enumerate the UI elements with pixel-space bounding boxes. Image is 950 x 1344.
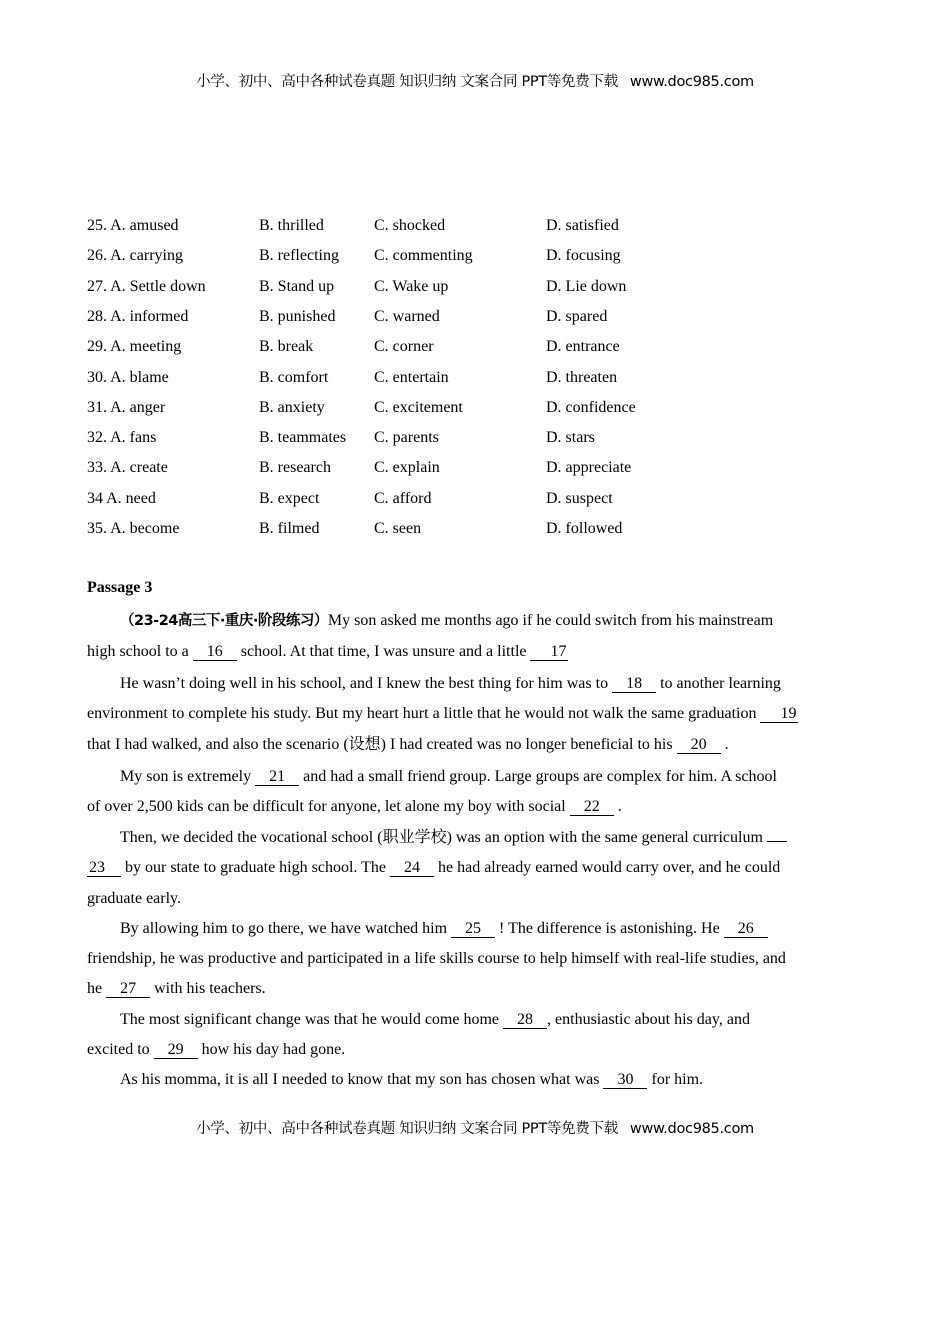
- blank-17: 17: [530, 644, 568, 661]
- passage-text: school. At that time, I was unsure and a little: [236, 643, 531, 660]
- option-d: D. satisfied: [546, 217, 619, 234]
- option-c: C. explain: [374, 459, 440, 477]
- passage-line: [87, 642, 568, 662]
- passage-title: Passage 3: [87, 579, 153, 596]
- option-a: 33. A. create: [87, 459, 168, 477]
- option-c: C. warned: [374, 307, 440, 325]
- passage-line: [120, 611, 773, 631]
- option-b: B. teammates: [259, 429, 347, 447]
- passage-text: by our state to graduate high school. The: [121, 859, 390, 876]
- passage-line: [87, 949, 786, 969]
- passage-text: My son asked me months ago if he could switch from his mainstream: [327, 612, 774, 629]
- blank-26: 26: [724, 921, 768, 938]
- passage-text: .: [720, 736, 729, 753]
- option-a: 29. A. meeting: [87, 338, 182, 356]
- blank-20: 20: [677, 737, 721, 754]
- option-b: B. anxiety: [259, 398, 325, 416]
- source-label: （23-24高三下·重庆·阶段练习）: [120, 613, 328, 629]
- passage-line: [87, 704, 798, 724]
- option-a: 31. A. anger: [87, 398, 166, 416]
- option-b: B. filmed: [259, 520, 320, 537]
- passage-text: , enthusiastic about his day, and: [547, 1011, 750, 1028]
- option-b: B. break: [259, 338, 314, 356]
- blank-23: 23: [87, 860, 121, 877]
- passage-line: [120, 1070, 703, 1090]
- passage-text: ! The difference is astonishing. He: [495, 920, 724, 937]
- footer-url[interactable]: www.doc985.com: [629, 1121, 754, 1137]
- blank-21: 21: [255, 769, 299, 786]
- option-b: B. Stand up: [259, 277, 335, 295]
- option-d: D. stars: [546, 429, 595, 447]
- option-c: C. parents: [374, 429, 439, 447]
- passage-line: [87, 889, 181, 909]
- passage-line: [87, 735, 729, 755]
- passage-text: high school to a: [87, 643, 193, 660]
- header-url[interactable]: www.doc985.com: [629, 74, 754, 90]
- option-d: D. confidence: [546, 398, 636, 416]
- option-c: C. corner: [374, 338, 434, 356]
- option-a: 30. A. blame: [87, 368, 169, 386]
- passage-line: [120, 674, 781, 694]
- option-d: D. Lie down: [546, 277, 627, 295]
- option-a: 28. A. informed: [87, 307, 189, 325]
- option-d: D. threaten: [546, 368, 618, 386]
- passage-text: environment to complete his study. But my heart hurt a little that he would not walk the same graduation: [87, 705, 761, 722]
- option-b: B. research: [259, 459, 331, 477]
- option-c: C. Wake up: [374, 277, 449, 295]
- option-b: B. expect: [259, 489, 320, 507]
- footer-text: 小学、初中、高中各种试卷真题 知识归纳 文案合同 PPT等免费下载: [196, 1121, 618, 1137]
- option-c: C. afford: [374, 489, 432, 507]
- passage-line: [120, 1010, 750, 1030]
- blank-22: 22: [570, 799, 614, 816]
- option-d: D. focusing: [546, 247, 621, 265]
- option-c: C. entertain: [374, 368, 449, 386]
- passage-line: [120, 828, 787, 848]
- option-c: C. commenting: [374, 247, 473, 265]
- blank-25: 25: [451, 921, 495, 938]
- option-a: 27. A. Settle down: [87, 277, 206, 295]
- passage-text: for him.: [647, 1071, 704, 1088]
- passage-text: excited to: [87, 1041, 154, 1058]
- option-d: D. entrance: [546, 338, 620, 356]
- blank-18: 18: [612, 676, 656, 693]
- option-c: C. shocked: [374, 217, 446, 234]
- page-header: [0, 70, 950, 91]
- passage-text: he had already earned would carry over, and he could: [433, 859, 781, 876]
- option-b: B. reflecting: [259, 247, 339, 265]
- passage-text: with his teachers.: [150, 980, 266, 997]
- passage-text: Then, we decided the vocational school (职业学校) was an option with the same general curriculum: [120, 829, 767, 846]
- passage-line: [120, 919, 768, 939]
- passage-text: graduate early.: [87, 890, 182, 907]
- passage-text: how his day had gone.: [197, 1041, 346, 1058]
- passage-text: of over 2,500 kids can be difficult for anyone, let alone my boy with social: [87, 798, 570, 815]
- passage-text: He wasn’t doing well in his school, and I knew the best thing for him was to: [120, 675, 613, 692]
- option-b: B. thrilled: [259, 217, 324, 234]
- passage-line: [87, 1040, 345, 1060]
- option-b: B. comfort: [259, 368, 329, 386]
- passage-line: [120, 767, 777, 787]
- option-a: 26. A. carrying: [87, 247, 183, 265]
- header-text: 小学、初中、高中各种试卷真题 知识归纳 文案合同 PPT等免费下载: [196, 74, 618, 90]
- option-a: 32. A. fans: [87, 429, 157, 447]
- blank-19: 19: [760, 706, 798, 723]
- passage-text: to another learning: [656, 675, 781, 692]
- blank-16: 16: [193, 644, 237, 661]
- blank-24: 24: [390, 860, 434, 877]
- option-a: 25. A. amused: [87, 217, 179, 234]
- passage-text: that I had walked, and also the scenario (设想) I had created was no longer beneficial to his: [87, 736, 677, 753]
- blank-29: 29: [154, 1042, 198, 1059]
- passage-text: As his momma, it is all I needed to know that my son has chosen what was: [120, 1071, 604, 1088]
- option-d: D. followed: [546, 520, 623, 537]
- option-c: C. seen: [374, 520, 422, 537]
- page-footer: [0, 1117, 950, 1138]
- option-d: D. appreciate: [546, 459, 632, 477]
- passage-text: he: [87, 980, 107, 997]
- passage-text: The most significant change was that he would come home: [120, 1011, 504, 1028]
- blank-cont: [767, 841, 787, 842]
- blank-28: 28: [503, 1012, 547, 1029]
- option-d: D. suspect: [546, 489, 613, 507]
- option-b: B. punished: [259, 307, 336, 325]
- passage-text: .: [613, 798, 622, 815]
- passage-line: [87, 979, 266, 999]
- option-d: D. spared: [546, 307, 608, 325]
- passage-text: friendship, he was productive and participated in a life skills course to help himself with real-life studies, and: [87, 950, 786, 967]
- passage-text: My son is extremely: [120, 768, 256, 785]
- option-a: 34 A. need: [87, 489, 156, 507]
- blank-27: 27: [106, 981, 150, 998]
- passage-text: By allowing him to go there, we have watched him: [120, 920, 452, 937]
- option-a: 35. A. become: [87, 520, 180, 537]
- passage-line: [87, 858, 780, 878]
- passage-text: and had a small friend group. Large groups are complex for him. A school: [299, 768, 777, 785]
- blank-30: 30: [603, 1072, 647, 1089]
- option-c: C. excitement: [374, 398, 463, 416]
- passage-line: [87, 797, 622, 817]
